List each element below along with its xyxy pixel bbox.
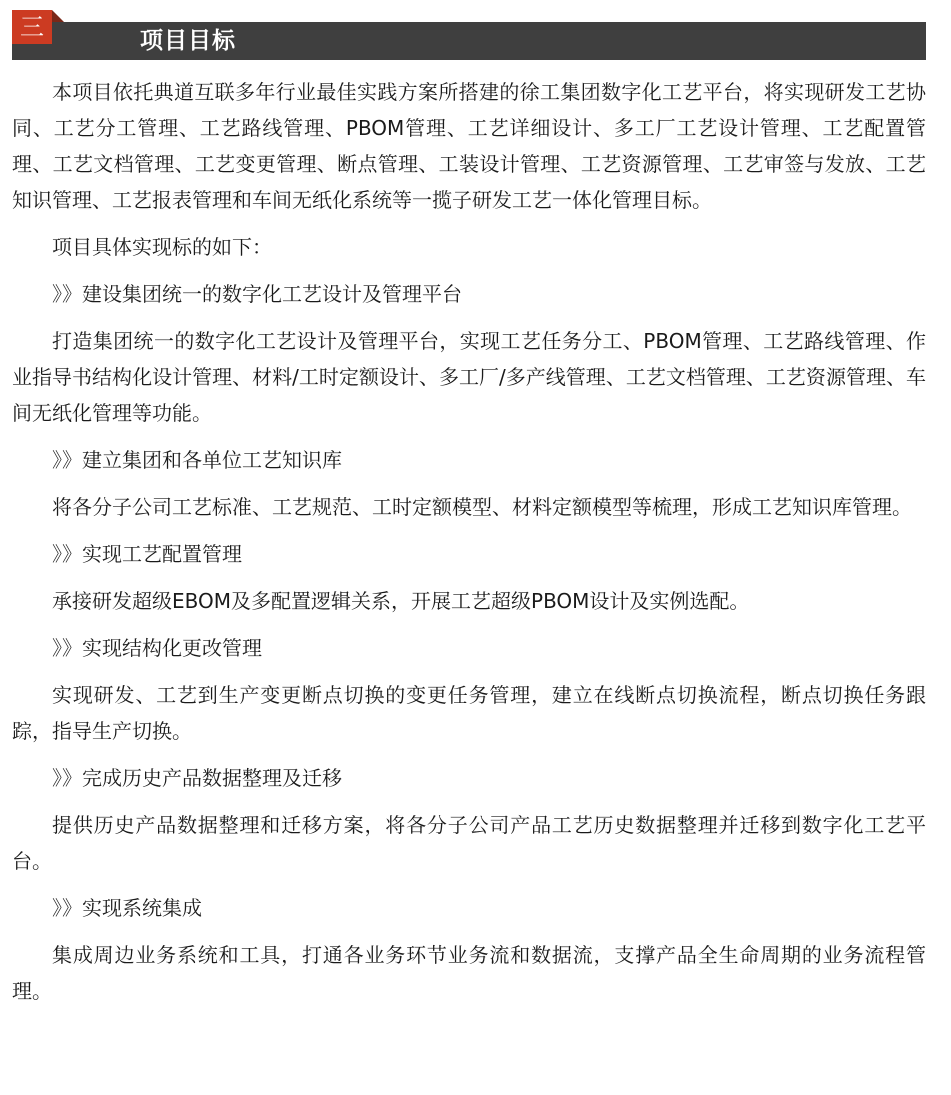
goal-heading: 》》完成历史产品数据整理及迁移	[52, 766, 342, 790]
goal-description: 实现研发、工艺到生产变更断点切换的变更任务管理，建立在线断点切换流程，断点切换任务跟踪，指导生产切换。	[12, 683, 926, 743]
document-page	[12, 10, 926, 1020]
goal-description: 打造集团统一的数字化工艺设计及管理平台，实现工艺任务分工、PBOM管理、工艺路线管理、作业指导书结构化设计管理、材料/工时定额设计、多工厂/多产线管理、工艺文档管理、工艺资源管理、车间无纸化管理等功能。	[12, 329, 926, 425]
goal-description: 集成周边业务系统和工具，打通各业务环节业务流和数据流，支撑产品全生命周期的业务流程管理。	[12, 943, 926, 1003]
goal-description: 承接研发超级EBOM及多配置逻辑关系，开展工艺超级PBOM设计及实例选配。	[52, 589, 750, 613]
goal-heading: 》》建设集团统一的数字化工艺设计及管理平台	[52, 282, 462, 306]
goal-description: 提供历史产品数据整理和迁移方案，将各分子公司产品工艺历史数据整理并迁移到数字化工艺平台。	[12, 813, 926, 873]
section-number-badge: 三	[12, 10, 52, 44]
goal-heading: 》》实现系统集成	[52, 896, 202, 920]
goal-heading: 》》实现结构化更改管理	[52, 636, 262, 660]
goal-description: 将各分子公司工艺标准、工艺规范、工时定额模型、材料定额模型等梳理，形成工艺知识库管理。	[52, 495, 912, 519]
tab-notch-decoration	[52, 10, 64, 22]
goal-heading: 》》实现工艺配置管理	[52, 542, 242, 566]
section-title: 项目目标	[140, 28, 236, 54]
goals-lead-in: 项目具体实现标的如下：	[52, 235, 272, 259]
section-header	[12, 10, 926, 60]
goal-heading: 》》建立集团和各单位工艺知识库	[52, 448, 342, 472]
intro-paragraph: 本项目依托典道互联多年行业最佳实践方案所搭建的徐工集团数字化工艺平台，将实现研发工艺协同、工艺分工管理、工艺路线管理、PBOM管理、工艺详细设计、多工厂工艺设计管理、工艺配置管理、工艺文档管理、工艺变更管理、断点管理、工装设计管理、工艺资源管理、工艺审签与发放、工艺知识管理、工艺报表管理和车间无纸化系统等一揽子研发工艺一体化管理目标。	[12, 80, 926, 212]
section-content	[12, 74, 926, 1009]
